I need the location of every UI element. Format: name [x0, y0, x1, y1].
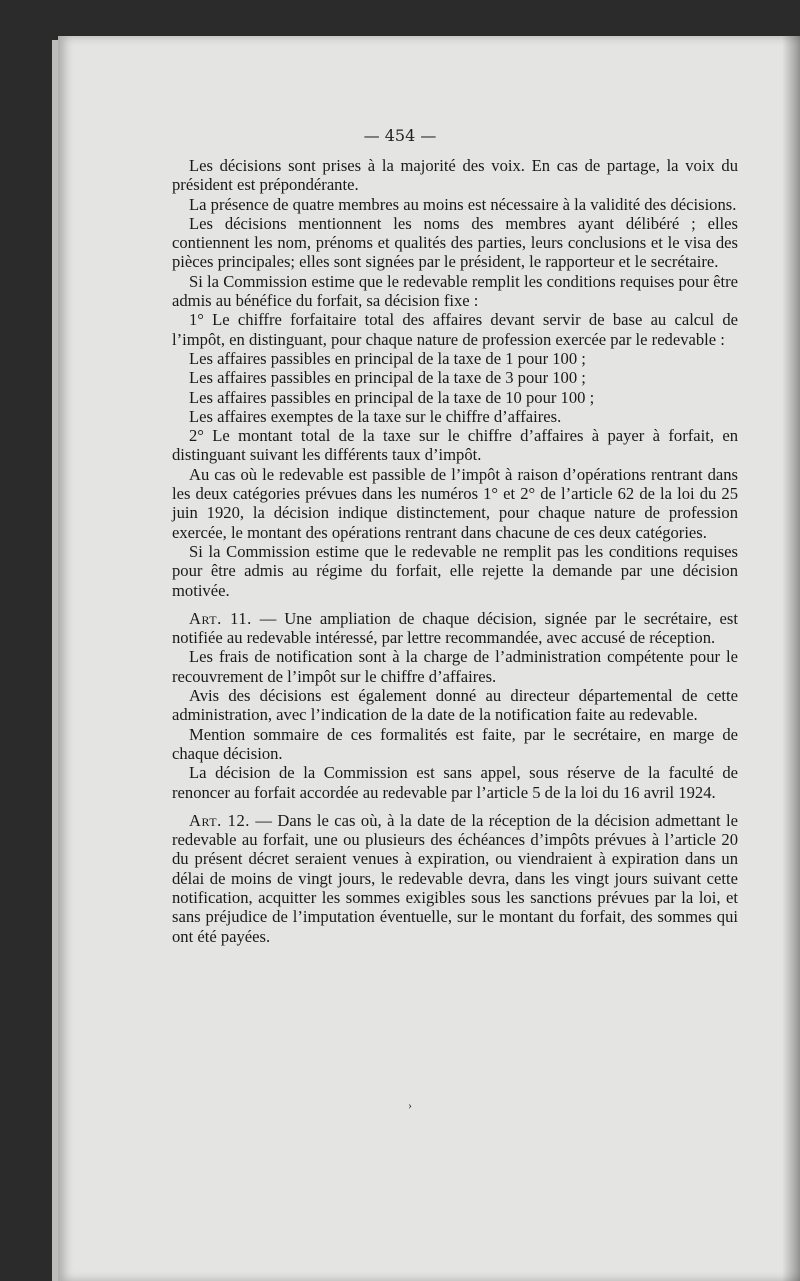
binding-shadow — [782, 36, 800, 1281]
paragraph: La décision de la Commission est sans appel, sous réserve de la faculté de renoncer au forfait accordée au redevable par l’article 5 de la loi du 16 avril 1924. — [172, 763, 738, 802]
footer-mark: › — [408, 1098, 412, 1112]
paragraph: Si la Commission estime que le redevable remplit les conditions requises pour être admis au bénéfice du forfait, sa décision fixe : — [172, 271, 738, 311]
article-11 — [172, 609, 738, 648]
paragraph: 1° Le chiffre forfaitaire total des affaires devant servir de base au calcul de l’impôt, en distinguant, pour chaque nature de profession exercée par le redevable : — [172, 310, 738, 349]
article-12-text: — Dans le cas où, à la date de la réception de la décision admettant le redevable au forfait, une ou plusieurs des échéances d’impôts prévues à l’article 20 du présent décret seraient venues à expiration, ou viendraient à expiration dans un délai de moins de vingt jours, le redevable devra, dans les vingt jours suivant cette notification, acquitter les sommes exigibles sous les sanctions prévues par la loi, et sans préjudice de l’imputation éventuelle, sur le montant du forfait, des sommes qui ont été payées. — [172, 810, 738, 946]
paragraph: Les décisions sont prises à la majorité des voix. En cas de partage, la voix du président est prépondérante. — [172, 156, 738, 195]
body-text — [172, 156, 738, 946]
article-12 — [172, 811, 738, 946]
paragraph: Les décisions mentionnent les noms des membres ayant délibéré ; elles contiennent les nom, prénoms et qualités des parties, leurs conclusions et le visa des pièces principales; elles sont signées par le président, le rapporteur et le secrétaire. — [172, 213, 738, 272]
list-item: Les affaires passibles en principal de la taxe de 3 pour 100 ; — [189, 368, 586, 388]
article-12-label: Art. 12. — [189, 810, 250, 830]
paragraph: Avis des décisions est également donné au directeur départemental de cette administration, avec l’indication de la date de la notification faite au redevable. — [172, 686, 738, 725]
paragraph: Au cas où le redevable est passible de l’impôt à raison d’opérations rentrant dans les deux catégories prévues dans les numéros 1° et 2° de l’article 62 de la loi du 25 juin 1920, la décision indique distinctement, pour chaque nature de profession exercée, le montant des opérations rentrant dans chacune de ces deux catégories. — [172, 464, 738, 542]
page-number: — 454 — — [363, 126, 437, 145]
paragraph: Mention sommaire de ces formalités est faite, par le secrétaire, en marge de chaque décision. — [172, 724, 738, 763]
paragraph: La présence de quatre membres au moins est nécessaire à la validité des décisions. — [189, 194, 737, 214]
paragraph: 2° Le montant total de la taxe sur le chiffre d’affaires à payer à forfait, en distinguant suivant les différents taux d’impôt. — [172, 426, 738, 465]
paragraph: Si la Commission estime que le redevable ne remplit pas les conditions requises pour être admis au régime du forfait, elle rejette la demande par une décision motivée. — [172, 541, 738, 600]
paragraph: Les frais de notification sont à la charge de l’administration compétente pour le recouvrement de l’impôt sur le chiffre d’affaires. — [172, 647, 738, 686]
article-11-label: Art. 11. — [189, 608, 252, 628]
list-item: Les affaires exemptes de la taxe sur le chiffre d’affaires. — [189, 406, 562, 426]
list-item: Les affaires passibles en principal de la taxe de 10 pour 100 ; — [189, 387, 595, 407]
article-11-text: — Une ampliation de chaque décision, signée par le secrétaire, est notifiée au redevable intéressé, par lettre recommandée, avec accusé de réception. — [172, 608, 738, 648]
list-item: Les affaires passibles en principal de la taxe de 1 pour 100 ; — [189, 348, 586, 368]
